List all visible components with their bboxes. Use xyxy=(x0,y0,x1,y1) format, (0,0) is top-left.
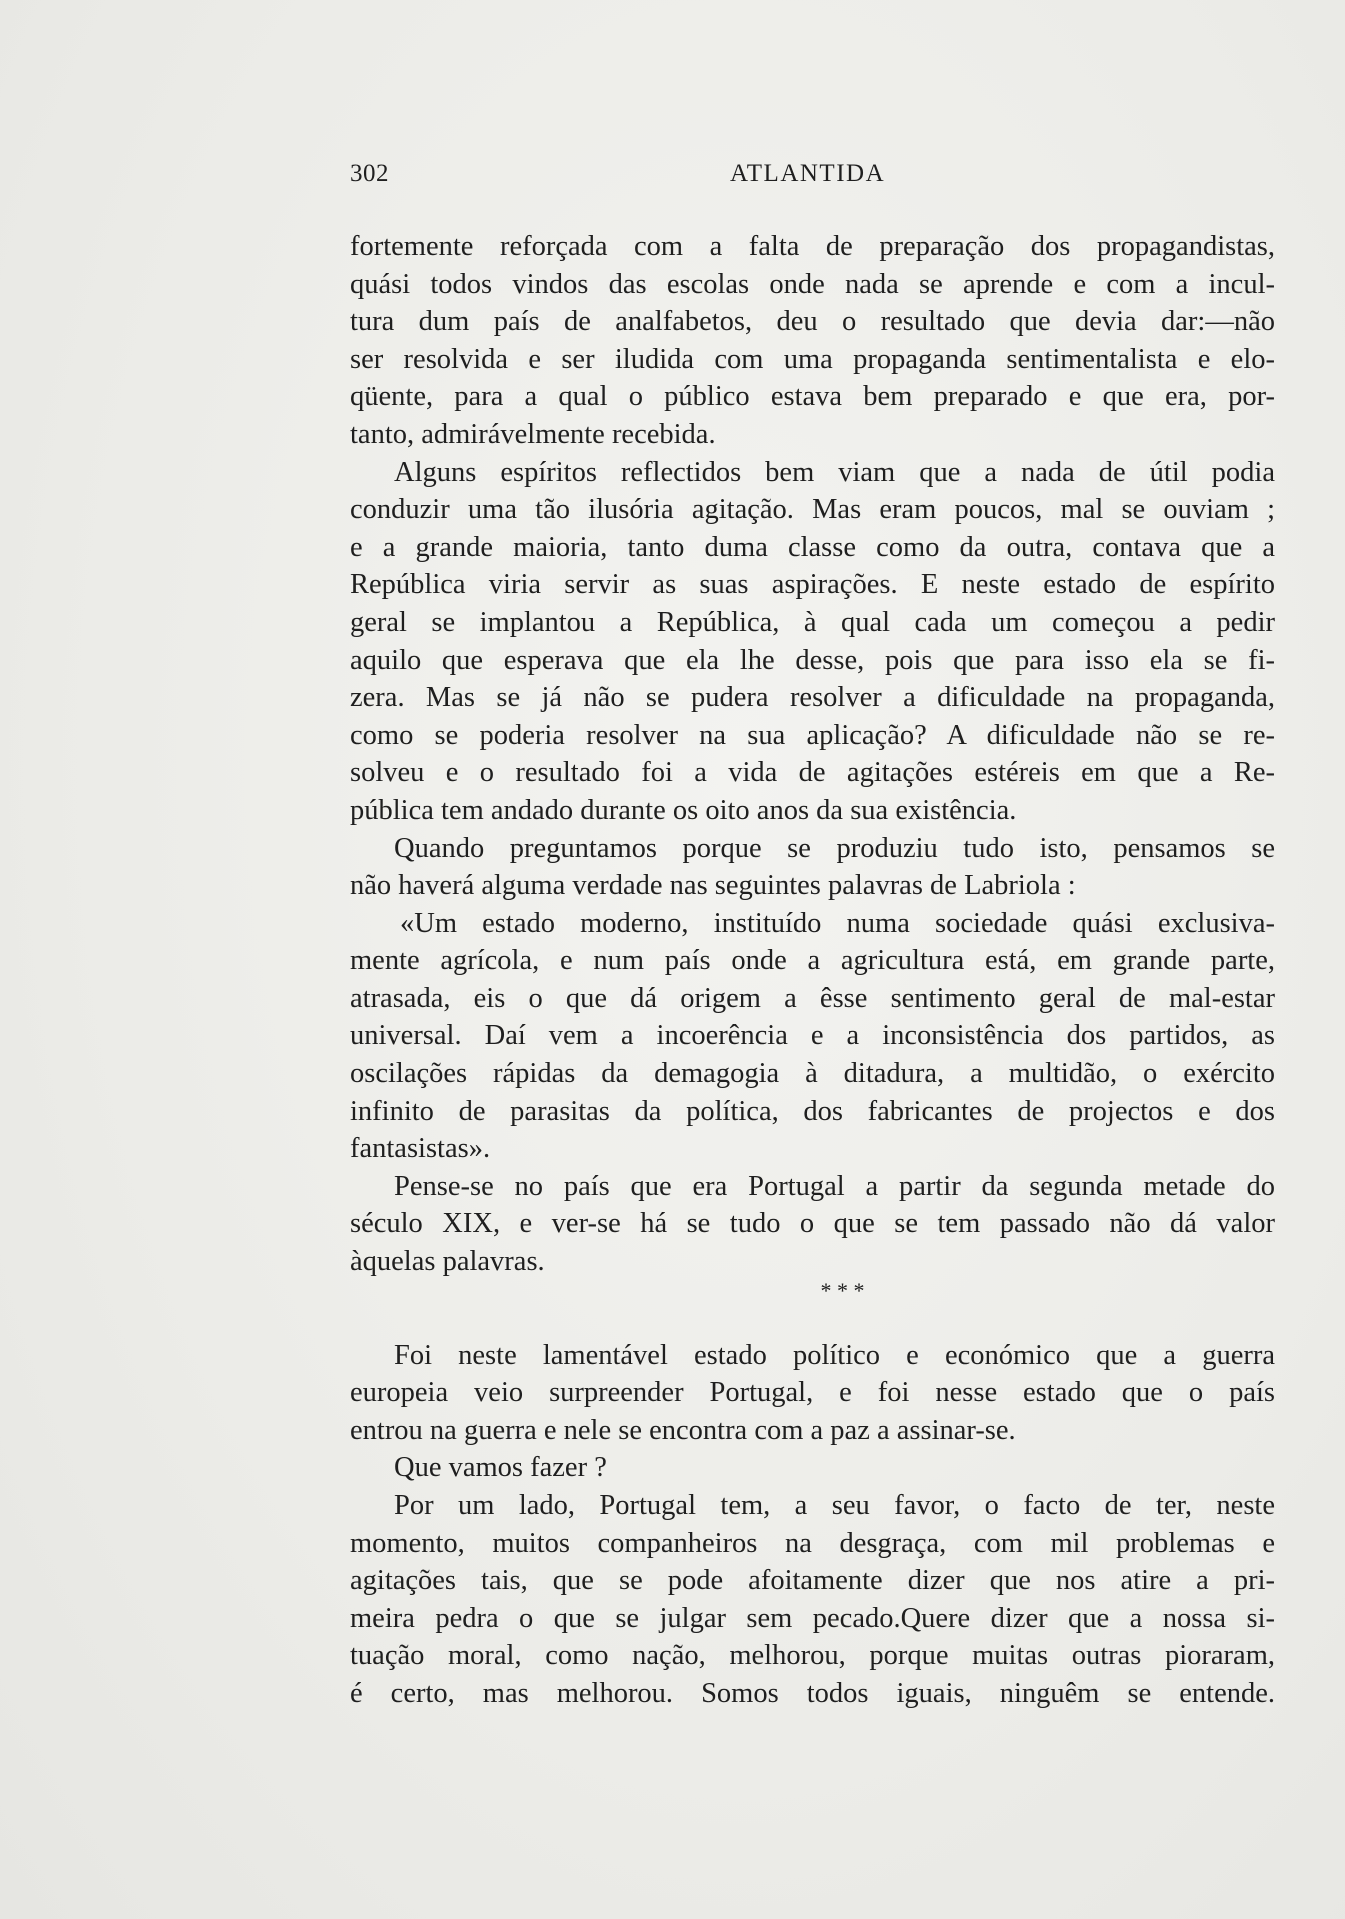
page-header xyxy=(350,160,1275,200)
text-line: fortemente reforçada com a falta de preparação dos propagandistas, xyxy=(350,231,1275,262)
text-line: ser resolvida e ser iludida com uma propaganda sentimentalista e elo- xyxy=(350,343,1275,375)
text-line: República viria servir as suas aspirações. E neste estado de espírito xyxy=(350,569,1275,601)
text-line: agitações tais, que se pode afoitamente dizer que nos atire a pri- xyxy=(350,1565,1275,1597)
text-line: zera. Mas se já não se pudera resolver a dificuldade na propaganda, xyxy=(350,682,1275,714)
text-line: Quando preguntamos porque se produziu tudo isto, pensamos se xyxy=(394,832,1275,864)
text-line: solveu e o resultado foi a vida de agitações estéreis em que a Re- xyxy=(350,757,1275,789)
text-line: conduzir uma tão ilusória agitação. Mas eram poucos, mal se ouviam ; xyxy=(350,494,1275,526)
text-line: e a grande maioria, tanto duma classe como da outra, contava que a xyxy=(350,531,1275,563)
text-line: tuação moral, como nação, melhorou, porque muitas outras pioraram, xyxy=(350,1640,1275,1672)
section-break-asterism xyxy=(350,1277,1275,1337)
text-line: é certo, mas melhorou. Somos todos iguais, ninguêm se entende. xyxy=(350,1677,1275,1709)
text-line: Por um lado, Portugal tem, a seu favor, o facto de ter, neste xyxy=(394,1490,1275,1521)
text-line: qüente, para a qual o público estava bem preparado e que era, por- xyxy=(350,381,1275,413)
text-line: tura dum país de analfabetos, deu o resultado que devia dar:—não xyxy=(350,306,1275,338)
asterism-glyph: * * * xyxy=(820,1277,865,1303)
text-line: quási todos vindos das escolas onde nada se aprende e com a incul- xyxy=(350,268,1275,300)
text-line: Pense-se no país que era Portugal a partir da segunda metade do xyxy=(394,1170,1275,1202)
text-line: Foi neste lamentável estado político e económico que a guerra xyxy=(394,1339,1275,1371)
text-line: não haverá alguma verdade nas seguintes palavras de Labriola : xyxy=(350,870,1076,902)
text-line: como se poderia resolver na sua aplicação? A dificuldade não se re- xyxy=(350,719,1275,751)
text-line: entrou na guerra e nele se encontra com a paz a assinar-se. xyxy=(350,1414,1016,1446)
text-line: universal. Daí vem a incoerência e a inconsistência dos partidos, as xyxy=(350,1020,1275,1052)
text-line: mente agrícola, e num país onde a agricultura está, em grande parte, xyxy=(350,945,1275,977)
text-block-after-break xyxy=(350,1337,1275,1713)
text-line: momento, muitos companheiros na desgraça, com mil problemas e xyxy=(350,1527,1275,1559)
text-line: oscilações rápidas da demagogia à ditadura, a multidão, o exército xyxy=(350,1058,1275,1090)
text-line: «Um estado moderno, instituído numa sociedade quási exclusiva- xyxy=(400,907,1275,939)
text-line: geral se implantou a República, à qual cada um começou a pedir xyxy=(350,606,1275,638)
text-line: europeia veio surpreender Portugal, e foi nesse estado que o país xyxy=(350,1377,1275,1409)
text-line: infinito de parasitas da política, dos fabricantes de projectos e dos xyxy=(350,1095,1275,1127)
text-line: meira pedra o que se julgar sem pecado.Quere dizer que a nossa si- xyxy=(350,1602,1275,1634)
text-line: fantasistas». xyxy=(350,1133,491,1165)
running-title: ATLANTIDA xyxy=(730,160,886,187)
text-line: àquelas palavras. xyxy=(350,1246,545,1278)
page-number: 302 xyxy=(350,160,389,187)
text-line: pública tem andado durante os oito anos da sua existência. xyxy=(350,794,1017,826)
text-line: aquilo que esperava que ela lhe desse, pois que para isso ela se fi- xyxy=(350,644,1275,676)
text-line: século XIX, e ver-se há se tudo o que se tem passado não dá valor xyxy=(350,1208,1275,1240)
text-line: Alguns espíritos reflectidos bem viam que a nada de útil podia xyxy=(394,456,1275,488)
text-line: tanto, admirávelmente recebida. xyxy=(350,418,716,450)
text-line: Que vamos fazer ? xyxy=(394,1452,607,1484)
body-text xyxy=(350,228,1275,1713)
text-block-before-break xyxy=(350,228,1275,1281)
text-line: atrasada, eis o que dá origem a êsse sentimento geral de mal-estar xyxy=(350,982,1275,1014)
